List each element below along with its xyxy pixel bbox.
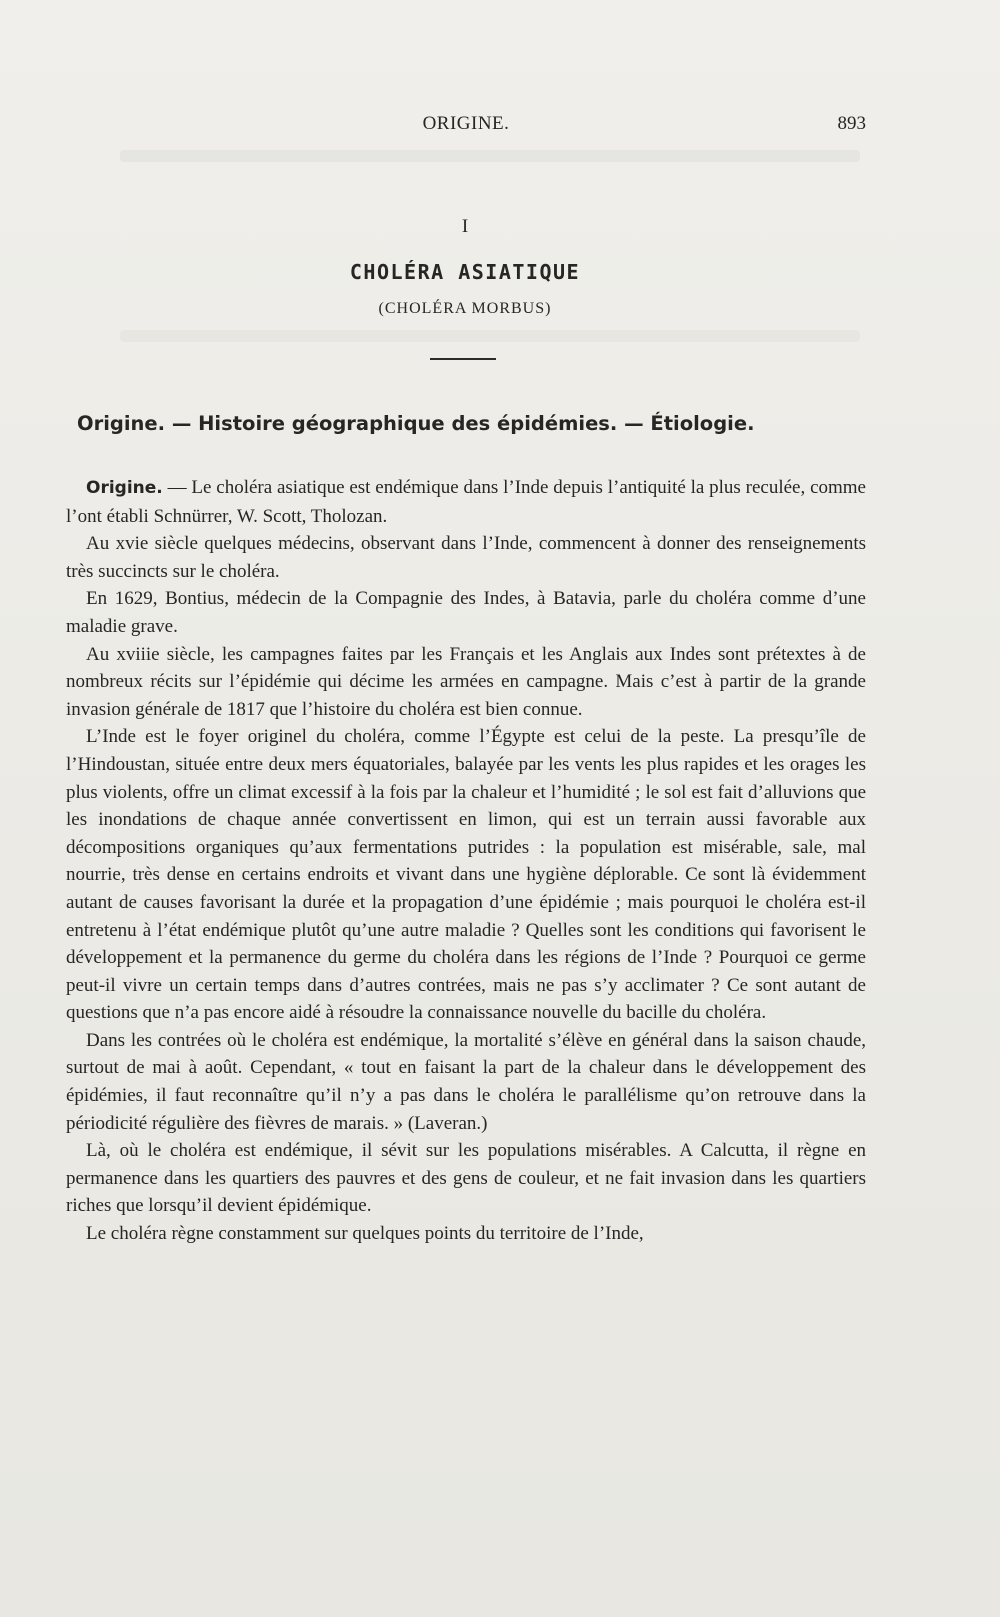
paragraph [66,723,866,1027]
section-heading: Origine. — Histoire géographique des épidémies. — Étiologie. [77,412,755,435]
paragraph-text: L’Inde est le foyer originel du choléra, comme l’Égypte est celui de la peste. La presqu’île de l’Hindoustan, située entre deux mers équatoriales, balayée par les vents les plus rapides et les orages les plus violents, offre un climat excessif à la fois par la chaleur et l’humidité ; le sol est fait d’alluvions que les inondations de chaque année convertissent en limon, qui est un terrain aussi favorable aux décompositions organiques qu’aux fermentations putrides : la population est misérable, sale, mal nourrie, très dense en certains endroits et vivant dans une hygiène déplorable. Ce sont là évidemment autant de causes favorisant la durée et la propagation d’une épidémie ; mais pourquoi le choléra est-il entretenu à l’état endémique plutôt qu’une autre maladie ? Quelles sont les conditions qui favorisent le développement et la permanence du germe du choléra dans les régions de l’Inde ? Pourquoi ce germe peut-il vivre un certain temps dans d’autres contrées, mais ne pas s’y acclimater ? Ce sont autant de questions que n’a pas encore aidé à résoudre la connaissance nouvelle du bacille du choléra. [66,726,866,1024]
paragraph-text: En 1629, Bontius, médecin de la Compagnie des Indes, à Batavia, parle du choléra comme d’une maladie grave. [66,588,866,637]
paragraph [66,474,866,530]
chapter-title: CHOLÉRA ASIATIQUE [349,260,581,284]
paragraph-text: Dans les contrées où le choléra est endémique, la mortalité s’élève en général dans la saison chaude, surtout de mai à août. Cependant, « tout en faisant la part de la chaleur dans le développement des épidémies, il faut reconnaître qu’il n’y a pas dans le choléra le parallélisme qu’on retrouve dans la périodicité régulière des fièvres de marais. » (Laveran.) [66,1029,866,1134]
running-head [66,113,866,143]
paragraph [66,1027,866,1137]
paragraph [66,530,866,585]
page-number: 893 [837,113,866,134]
paragraph-text: Au xviiie siècle, les campagnes faites par les Français et les Anglais aux Indes sont prétextes à de nombreux récits sur l’épidémie qui décime les armées en campagne. Mais c’est à partir de la grande invasion générale de 1817 que l’histoire du choléra est bien connue. [66,643,866,720]
paragraph-text: Au xvie siècle quelques médecins, observant dans l’Inde, commencent à donner des renseignements très succincts sur le choléra. [66,533,866,582]
bleed-through-shading [120,330,860,342]
bleed-through-shading [120,150,860,162]
running-title: ORIGINE. [422,113,510,134]
paragraph-text: Là, où le choléra est endémique, il sévit sur les populations misérables. A Calcutta, il règne en permanence dans les quartiers des pauvres et des gens de couleur, et ne fait invasion dans les quartiers riches que lorsqu’il devient épidémique. [66,1140,866,1217]
paragraph [66,1220,866,1248]
chapter-subtitle: (CHOLÉRA MORBUS) [378,300,552,317]
paragraph-text: Le choléra règne constamment sur quelques points du territoire de l’Inde, [86,1223,644,1245]
paragraph-lead: Origine. [86,478,163,498]
title-rule [430,358,496,360]
paragraph [66,1137,866,1220]
paragraph-text: — Le choléra asiatique est endémique dans l’Inde depuis l’antiquité la plus reculée, comme l’ont établi Schnürrer, W. Scott, Tholozan. [66,477,866,527]
chapter-number: I [461,216,469,237]
paragraph [66,585,866,640]
paragraph [66,641,866,724]
body-text [66,474,866,1248]
